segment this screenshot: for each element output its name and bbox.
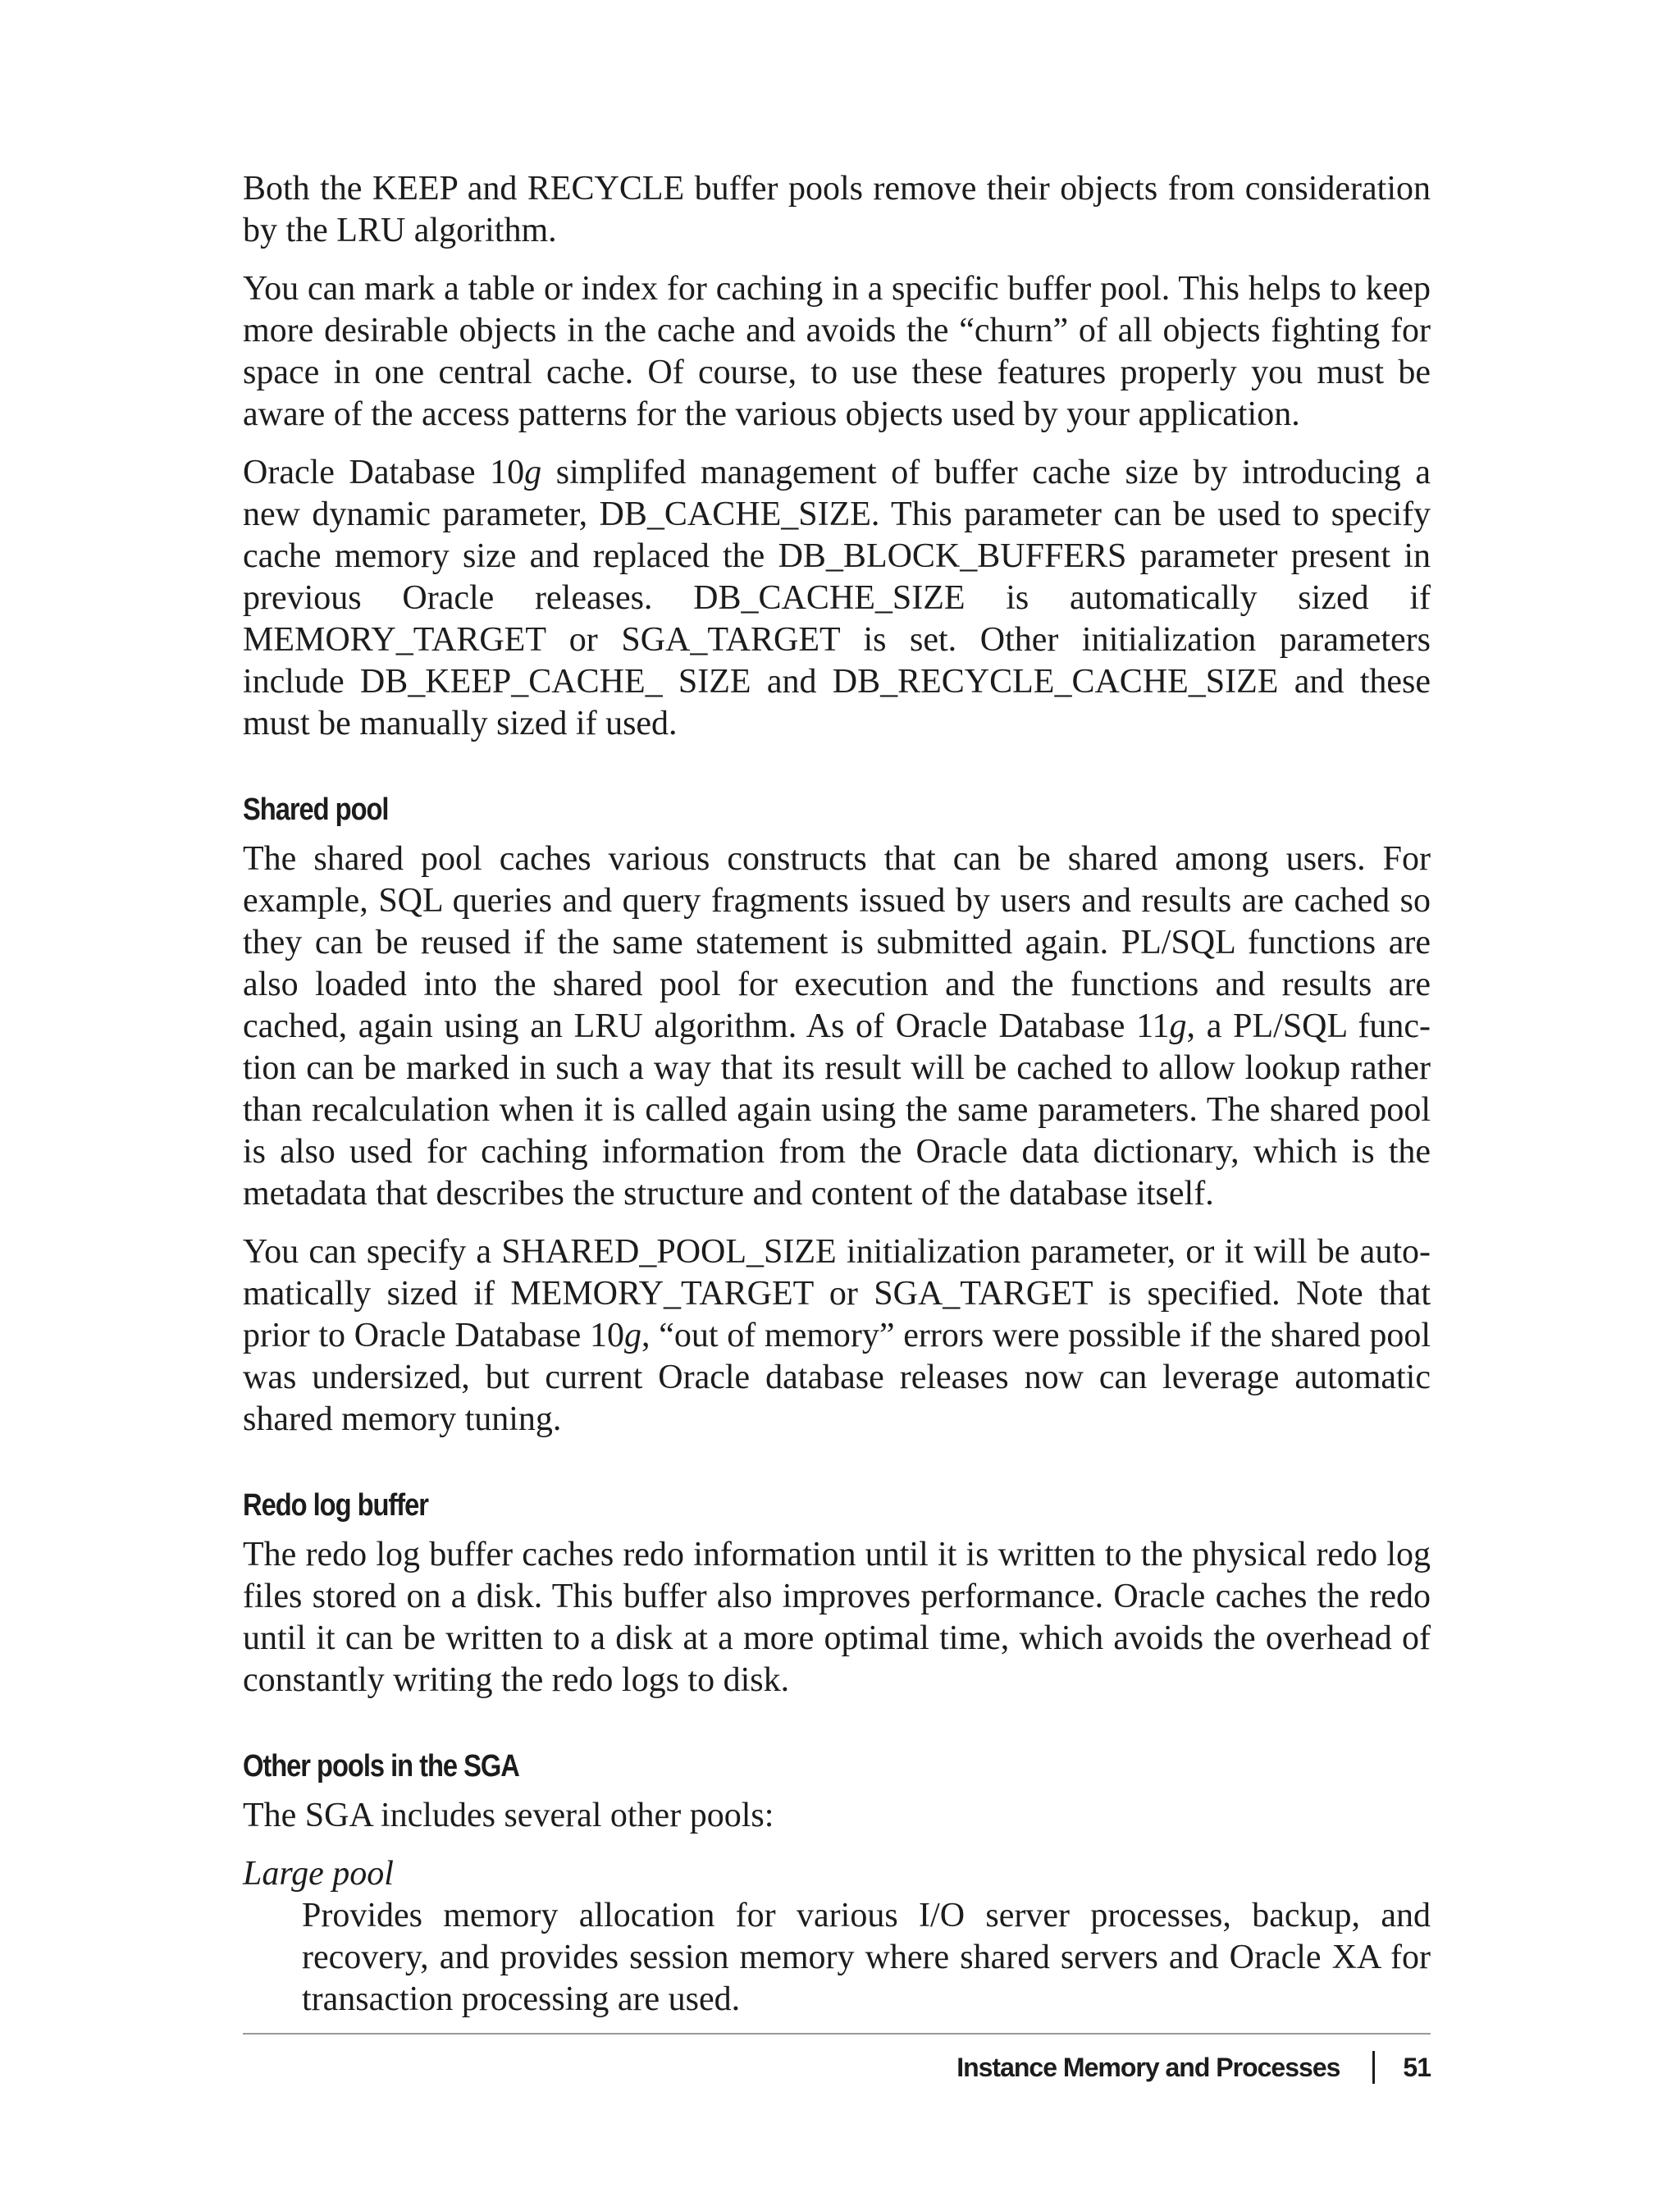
- text-span: You can specify a SHARED_POOL_SIZE initialization parameter, or it will be automatically sized if MEMORY_TARGET or SGA_TARGET is specified. Note that prior to Oracle Database 10: [243, 1233, 1431, 1354]
- version-suffix: g: [1169, 1007, 1187, 1045]
- text-span: simplifed management of buffer cache size by introducing a new dynamic parameter, DB_CACHE_SIZE. This parameter can be used to specify cache memory size and replaced the DB_BLOCK_BUFFERS parameter present in previous Oracle releases. DB_CACHE_SIZE is automatically sized if MEMORY_TARGET or SGA_TARGET is set. Other initialization parameters include DB_KEEP_CACHE_ SIZE and DB_RECYCLE_CACHE_SIZE and these must be manually sized if used.: [243, 454, 1431, 742]
- page-footer: [956, 2051, 1431, 2084]
- term-large-pool: Large pool: [243, 1855, 394, 1893]
- text-span: The shared pool caches various constructs that can be shared among users. For example, SQL queries and query fragments issued by users and results are cached so they can be reused if the same statement is submitted again. PL/SQL functions are also loaded into the shared pool for execution and the functions and results are cached, again using an LRU algorithm. As of Oracle Database 11: [243, 840, 1431, 1045]
- footer-separator: [1372, 2051, 1375, 2084]
- paragraph-redo-log-buffer: The redo log buffer caches redo information until it is written to the physical redo log files stored on a disk. This buffer also improves performance. Oracle caches the redo until it can be written to a disk at a more optimal time, which avoids the overhead of constantly writing the redo logs to disk.: [243, 1536, 1431, 1699]
- paragraph-db-cache-size: [243, 452, 1431, 745]
- heading-shared-pool: Shared pool: [243, 792, 389, 827]
- text-span: , “out of memory” errors were possible if the shared pool was undersized, but current Oracle database releases now can leverage automatic shared memory tuning.: [243, 1317, 1431, 1438]
- version-suffix: g: [624, 1317, 641, 1354]
- heading-redo-log-buffer: Redo log buffer: [243, 1488, 428, 1523]
- paragraph-other-pools-intro: The SGA includes several other pools:: [243, 1797, 774, 1834]
- paragraph-keep-recycle: Both the KEEP and RECYCLE buffer pools remove their objects from consideration by the LRU algorithm.: [243, 170, 1431, 249]
- paragraph-buffer-pool-marking: You can mark a table or index for caching in a specific buffer pool. This helps to keep more desirable objects in the cache and avoids the “churn” of all objects fighting for space in one central cache. Of course, to use these features properly you must be aware of the access patterns for the various objects used by your application.: [243, 270, 1431, 433]
- footer-section-title: Instance Memory and Processes: [956, 2053, 1340, 2082]
- text-span: Oracle Database 10: [243, 454, 525, 491]
- paragraph-shared-pool-caching: [243, 838, 1431, 1215]
- paragraph-shared-pool-size: [243, 1231, 1431, 1441]
- definition-large-pool: Provides memory allocation for various I/O server processes, backup, and recovery, and provides session memory where shared servers and Oracle XA for transaction processing are used.: [302, 1897, 1431, 2018]
- page-number: 51: [1403, 2053, 1431, 2082]
- footer-rule: [243, 2033, 1431, 2035]
- heading-other-pools: Other pools in the SGA: [243, 1749, 519, 1784]
- page-body: [243, 168, 1431, 2021]
- text-span: , a PL/SQL function can be marked in such a way that its result will be cached to allow lookup rather than recalculation when it is called again using the same parameters. The shared pool is also used for caching information from the Oracle data dictionary, which is the metadata that describes the structure and content of the database itself.: [243, 1007, 1431, 1213]
- version-suffix: g: [524, 454, 542, 491]
